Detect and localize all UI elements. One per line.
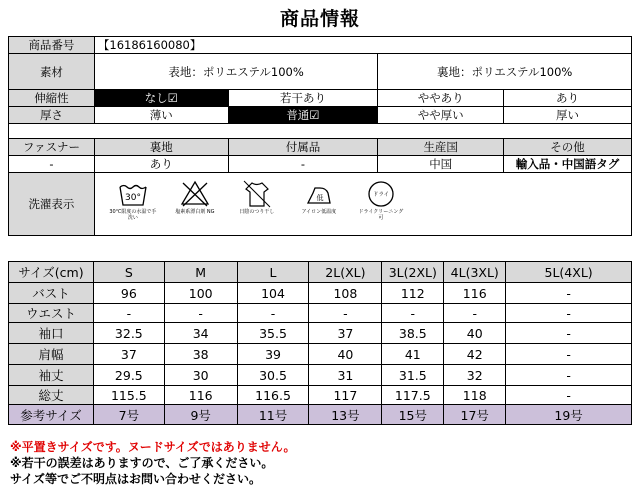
wash-30-caption: 30℃限度の水温で手洗い (109, 209, 157, 221)
attr-header-accessories: 付属品 (228, 139, 378, 156)
shade-dry-icon (233, 179, 281, 215)
product-no-label: 商品番号 (9, 37, 95, 54)
dry-clean-caption: ドライクリーニング可 (358, 209, 404, 221)
note-tolerance: ※若干の誤差はありますので、ご了承ください。 (10, 456, 274, 470)
material-lining: 裏地：ポリエステル100% (378, 54, 632, 90)
size-table (8, 261, 632, 425)
size-header-l: L (237, 262, 309, 283)
care-label: 洗濯表示 (9, 173, 95, 236)
thickness-option-thick: 厚い (504, 107, 632, 124)
table-cell: - (506, 323, 632, 344)
wash-30-icon (109, 179, 157, 221)
table-cell: 7号 (93, 405, 164, 425)
size-header-3l: 3L(2XL) (382, 262, 444, 283)
table-row (9, 283, 632, 304)
note-inquiry: サイズ等でご不明点はお問い合わせください。 (10, 472, 262, 486)
table-cell: - (444, 304, 506, 323)
table-cell: 13号 (309, 405, 382, 425)
table-cell: 108 (309, 283, 382, 304)
attr-value-zipper: - (9, 156, 95, 173)
attr-value-country: 中国 (378, 156, 504, 173)
table-cell: 116 (164, 386, 237, 405)
table-cell: - (164, 304, 237, 323)
table-cell: - (237, 304, 309, 323)
attr-value-accessories: - (228, 156, 378, 173)
table-row (9, 344, 632, 365)
stretch-option-none: なし☑ (94, 90, 228, 107)
product-info-table (8, 36, 632, 236)
material-label: 素材 (9, 54, 95, 90)
table-cell: - (506, 365, 632, 386)
table-cell: 37 (93, 344, 164, 365)
no-bleach-icon (171, 179, 219, 215)
size-header-m: M (164, 262, 237, 283)
table-cell: 31.5 (382, 365, 444, 386)
attr-header-other: その他 (504, 139, 632, 156)
thickness-option-normal: 普通☑ (228, 107, 378, 124)
table-cell: - (506, 386, 632, 405)
row-label-waist: ウエスト (9, 304, 94, 323)
table-cell: 38.5 (382, 323, 444, 344)
row-label-length: 総丈 (9, 386, 94, 405)
table-cell: 100 (164, 283, 237, 304)
table-cell: 115.5 (93, 386, 164, 405)
table-cell: - (309, 304, 382, 323)
table-row (9, 304, 632, 323)
table-cell: 32.5 (93, 323, 164, 344)
iron-low-caption: アイロン低温度 (301, 209, 337, 215)
table-cell: 116 (444, 283, 506, 304)
stretch-option-slight: 若干あり (228, 90, 378, 107)
no-bleach-caption: 塩素系漂白剤 NG (175, 209, 215, 215)
shade-dry-caption: 日陰のつり干し (239, 209, 275, 215)
row-label-shoulder: 肩幅 (9, 344, 94, 365)
table-cell: 15号 (382, 405, 444, 425)
table-cell: 30 (164, 365, 237, 386)
table-cell: 117.5 (382, 386, 444, 405)
table-row (9, 365, 632, 386)
table-cell: - (382, 304, 444, 323)
table-cell: 35.5 (237, 323, 309, 344)
table-cell: 17号 (444, 405, 506, 425)
table-cell: 34 (164, 323, 237, 344)
table-cell: 104 (237, 283, 309, 304)
table-cell: 112 (382, 283, 444, 304)
attr-header-lining: 裏地 (94, 139, 228, 156)
thickness-label: 厚さ (9, 107, 95, 124)
row-label-sleeve: 袖丈 (9, 365, 94, 386)
material-outer: 表地：ポリエステル100% (94, 54, 377, 90)
table-cell: 11号 (237, 405, 309, 425)
table-cell: 9号 (164, 405, 237, 425)
thickness-option-slightly-thick: やや厚い (378, 107, 504, 124)
table-cell: 32 (444, 365, 506, 386)
care-icons (95, 173, 631, 235)
table-cell: 41 (382, 344, 444, 365)
table-cell: 40 (309, 344, 382, 365)
table-cell: 19号 (506, 405, 632, 425)
table-cell: 38 (164, 344, 237, 365)
attr-value-lining: あり (94, 156, 228, 173)
row-label-reference: 参考サイズ (9, 405, 94, 425)
table-cell: - (506, 283, 632, 304)
table-cell: 117 (309, 386, 382, 405)
size-header-s: S (93, 262, 164, 283)
note-flat-measure: ※平置きサイズです。ヌードサイズではありません。 (10, 440, 296, 454)
table-cell: 40 (444, 323, 506, 344)
table-cell: 39 (237, 344, 309, 365)
table-cell: 42 (444, 344, 506, 365)
dry-clean-symbol: ドライ (372, 192, 390, 198)
table-cell: - (506, 344, 632, 365)
size-header-5l: 5L(4XL) (506, 262, 632, 283)
table-cell: 118 (444, 386, 506, 405)
stretch-option-some: ややあり (378, 90, 504, 107)
notes (10, 439, 296, 487)
spacer-row (9, 124, 632, 139)
table-row (9, 405, 632, 425)
table-cell: 31 (309, 365, 382, 386)
stretch-option-yes: あり (504, 90, 632, 107)
product-no-value: 【16186160080】 (94, 37, 631, 54)
dry-clean-icon (357, 179, 405, 221)
table-cell: - (93, 304, 164, 323)
iron-low-symbol: 低 (316, 194, 324, 202)
table-row (9, 323, 632, 344)
stretch-label: 伸縮性 (9, 90, 95, 107)
iron-low-icon (295, 179, 343, 215)
size-header-4l: 4L(3XL) (444, 262, 506, 283)
thickness-option-thin: 薄い (94, 107, 228, 124)
wash-30-symbol: 30° (124, 193, 141, 203)
page-title: 商品情報 (279, 8, 360, 30)
attr-value-other: 輸入品・中国語タグ (504, 156, 632, 173)
row-label-bust: バスト (9, 283, 94, 304)
attr-header-zipper: ファスナー (9, 139, 95, 156)
table-cell: - (506, 304, 632, 323)
table-cell: 37 (309, 323, 382, 344)
size-header-label: サイズ(cm) (9, 262, 94, 283)
table-row (9, 386, 632, 405)
attr-header-country: 生産国 (378, 139, 504, 156)
table-cell: 30.5 (237, 365, 309, 386)
row-label-cuff: 袖口 (9, 323, 94, 344)
table-cell: 29.5 (93, 365, 164, 386)
table-cell: 116.5 (237, 386, 309, 405)
table-cell: 96 (93, 283, 164, 304)
size-header-2l: 2L(XL) (309, 262, 382, 283)
